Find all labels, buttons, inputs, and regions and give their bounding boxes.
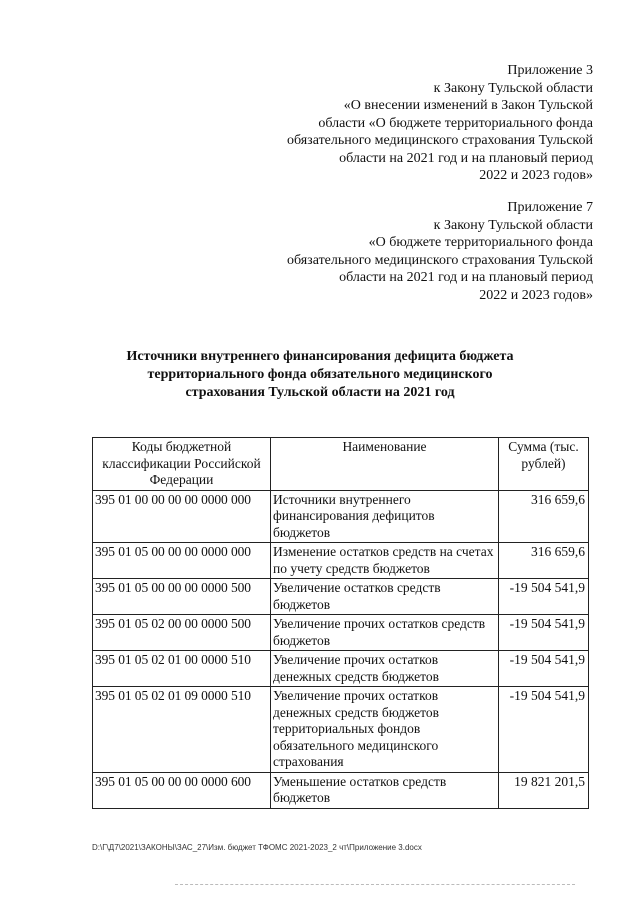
appendix-3-line: области «О бюджете территориального фонда bbox=[318, 115, 593, 131]
code-cell: 395 01 05 02 01 09 0000 510 bbox=[93, 687, 271, 773]
name-cell: Источники внутреннего финансирования дефицитов бюджетов bbox=[271, 490, 499, 543]
appendix-3-line: 2022 и 2023 годов» bbox=[479, 168, 593, 183]
budget-sources-table bbox=[92, 437, 589, 809]
sum-cell: 316 659,6 bbox=[499, 543, 589, 579]
code-cell: 395 01 05 02 01 00 0000 510 bbox=[93, 651, 271, 687]
document-title-line: территориального фонда обязательного медицинского bbox=[147, 367, 493, 382]
column-header-code: Коды бюджетной классификации Российской Федерации bbox=[93, 438, 271, 491]
appendix-3-line: к Закону Тульской области bbox=[433, 80, 593, 96]
appendix-3-line: обязательного медицинского страхования Тульской bbox=[286, 133, 593, 148]
column-header-name: Наименование bbox=[271, 438, 499, 491]
document-title-line: страхования Тульской области на 2021 год bbox=[185, 385, 455, 400]
sum-cell: 19 821 201,5 bbox=[499, 772, 589, 808]
name-cell: Увеличение прочих остатков средств бюджетов bbox=[271, 615, 499, 651]
name-cell: Увеличение прочих остатков денежных средств бюджетов bbox=[271, 651, 499, 687]
name-cell: Изменение остатков средств на счетах по учету средств бюджетов bbox=[271, 543, 499, 579]
appendix-3-line: области на 2021 год и на плановый период bbox=[339, 150, 593, 166]
sum-cell: -19 504 541,9 bbox=[499, 615, 589, 651]
sum-cell: -19 504 541,9 bbox=[499, 687, 589, 773]
appendix-7-line: «О бюджете территориального фонда bbox=[368, 235, 593, 250]
table-row bbox=[93, 772, 589, 808]
sum-cell: -19 504 541,9 bbox=[499, 579, 589, 615]
table-header-row bbox=[93, 438, 589, 491]
appendix-3-line: Приложение 3 bbox=[507, 63, 593, 78]
page-edge-divider bbox=[175, 884, 575, 885]
appendix-7-line: Приложение 7 bbox=[507, 200, 593, 215]
table-row bbox=[93, 687, 589, 773]
appendix-7-header bbox=[287, 199, 593, 304]
appendix-3-header bbox=[287, 62, 593, 185]
table-row bbox=[93, 651, 589, 687]
table-row bbox=[93, 490, 589, 543]
sum-cell: 316 659,6 bbox=[499, 490, 589, 543]
column-header-sum: Сумма (тыс. рублей) bbox=[499, 438, 589, 491]
code-cell: 395 01 00 00 00 00 0000 000 bbox=[93, 490, 271, 543]
name-cell: Увеличение прочих остатков денежных средств бюджетов территориальных фондов обязательного медицинского страхования bbox=[271, 687, 499, 773]
document-title-line: Источники внутреннего финансирования дефицита бюджета bbox=[126, 349, 514, 364]
code-cell: 395 01 05 02 00 00 0000 500 bbox=[93, 615, 271, 651]
file-path-footer: D:\Г\Д7\2021\ЗАКОНЫ\ЗАС_27\Изм. бюджет ТФОМС 2021-2023_2 чт\Приложение 3.docx bbox=[92, 843, 422, 852]
name-cell: Уменьшение остатков средств бюджетов bbox=[271, 772, 499, 808]
table-row bbox=[93, 615, 589, 651]
appendix-7-line: к Закону Тульской области bbox=[433, 217, 593, 233]
name-cell: Увеличение остатков средств бюджетов bbox=[271, 579, 499, 615]
appendix-3-line: «О внесении изменений в Закон Тульской bbox=[343, 98, 593, 113]
appendix-7-line: области на 2021 год и на плановый период bbox=[339, 270, 593, 285]
code-cell: 395 01 05 00 00 00 0000 500 bbox=[93, 579, 271, 615]
document-title bbox=[100, 348, 540, 402]
code-cell: 395 01 05 00 00 00 0000 600 bbox=[93, 772, 271, 808]
code-cell: 395 01 05 00 00 00 0000 000 bbox=[93, 543, 271, 579]
appendix-7-line: 2022 и 2023 годов» bbox=[479, 287, 593, 303]
table-row bbox=[93, 579, 589, 615]
table-row bbox=[93, 543, 589, 579]
appendix-7-line: обязательного медицинского страхования Тульской bbox=[286, 252, 593, 268]
sum-cell: -19 504 541,9 bbox=[499, 651, 589, 687]
